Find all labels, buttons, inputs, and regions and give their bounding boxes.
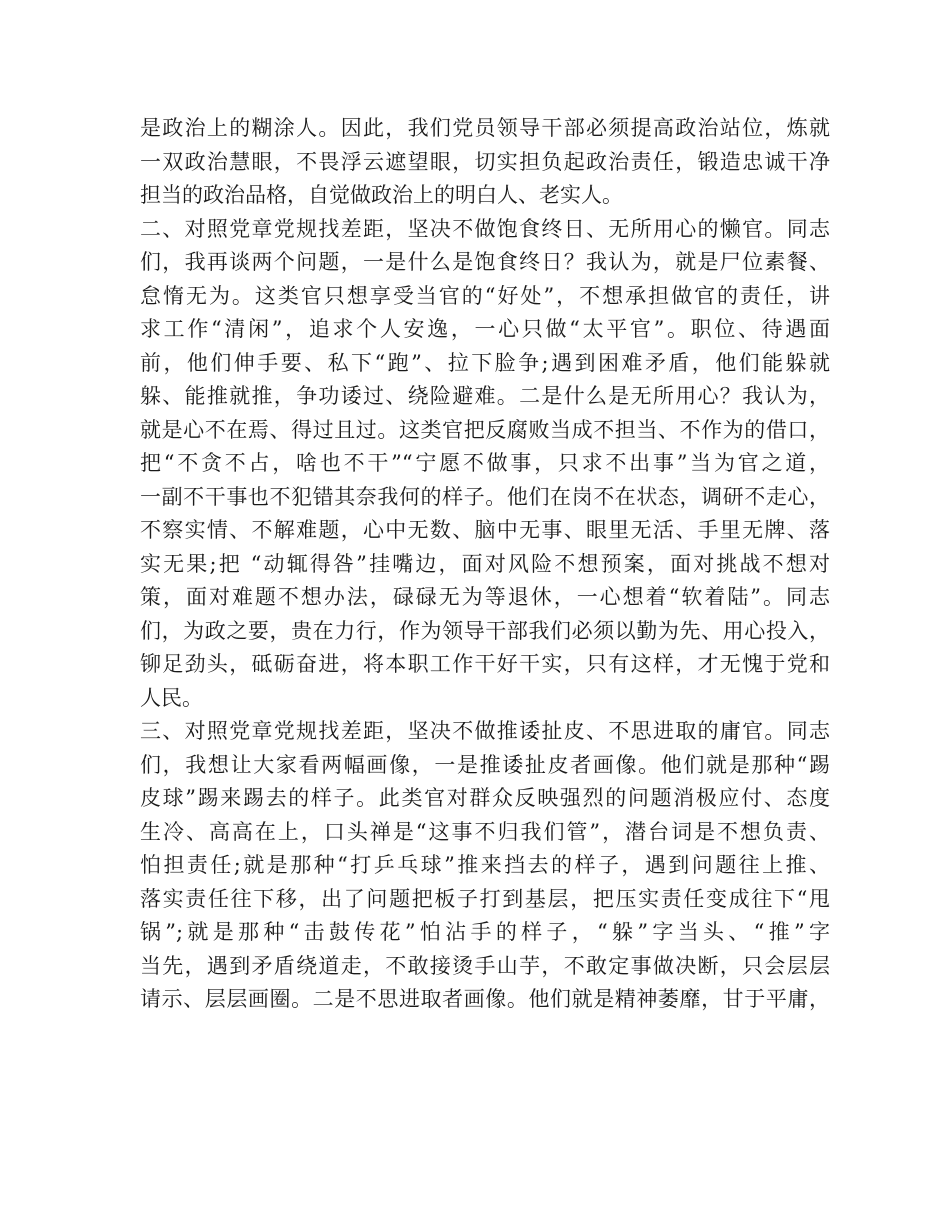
text-line: 人民。 [140, 685, 203, 710]
text-line: 生冷、高高在上，口头禅是“这事不归我们管”，潜台词是不想负责、 [140, 819, 830, 844]
section-heading-line: 三、对照党章党规找差距，坚决不做推诿扯皮、不思进取的庸官。同志 [140, 719, 830, 743]
text-line: 当先，遇到矛盾绕道走，不敢接烫手山芋，不敢定事做决断，只会层层 [140, 953, 830, 978]
text-line: 策，面对难题不想办法，碌碌无为等退休，一心想着“软着陆”。同志 [140, 585, 830, 609]
text-line: 一双政治慧眼，不畏浮云遮望眼，切实担负起政治责任，锻造忠诚干净 [140, 149, 830, 174]
text-line: 是政治上的糊涂人。因此，我们党员领导干部必须提高政治站位，炼就 [140, 116, 830, 140]
text-line: 怕担责任;就是那种“打乒乓球”推来挡去的样子，遇到问题往上推、 [140, 853, 830, 877]
text-line: 们，为政之要，贵在力行，作为领导干部我们必须以勤为先、用心投入， [140, 618, 830, 643]
text-line: 担当的政治品格，自觉做政治上的明白人、老实人。 [140, 183, 623, 207]
body-text [140, 112, 830, 1017]
text-line: 们，我想让大家看两幅画像，一是推诿扯皮者画像。他们就是那种“踢 [140, 752, 830, 777]
text-line: 就是心不在焉、得过且过。这类官把反腐败当成不担当、不作为的借口， [140, 417, 830, 442]
text-line: 请示、层层画圈。二是不思进取者画像。他们就是精神萎靡，甘于平庸， [140, 987, 830, 1011]
text-line: 不察实情、不解难题，心中无数、脑中无事、眼里无活、手里无牌、落 [140, 518, 830, 542]
text-line: 们，我再谈两个问题，一是什么是饱食终日？我认为，就是尸位素餐、 [140, 250, 830, 274]
text-line: 怠惰无为。这类官只想享受当官的“好处”，不想承担做官的责任，讲 [140, 283, 830, 308]
text-line: 铆足劲头，砥砺奋进，将本职工作干好干实，只有这样，才无愧于党和 [140, 652, 830, 676]
text-line: 实无果;把 “动辄得咎”挂嘴边，面对风险不想预案，面对挑战不想对 [140, 551, 830, 576]
text-line: 躲、能推就推，争功诿过、绕险避难。二是什么是无所用心？我认为， [140, 384, 830, 408]
text-line: 求工作“清闲”，追求个人安逸，一心只做“太平官”。职位、待遇面 [140, 317, 830, 341]
text-line: 把“不贪不占，啥也不干”“宁愿不做事，只求不出事”当为官之道， [140, 451, 830, 475]
text-line: 前，他们伸手要、私下“跑”、拉下脸争;遇到困难矛盾，他们能躲就 [140, 350, 830, 375]
text-line: 一副不干事也不犯错其奈我何的样子。他们在岗不在状态，调研不走心， [140, 484, 830, 509]
section-heading-line: 二、对照党章党规找差距，坚决不做饱食终日、无所用心的懒官。同志 [140, 216, 830, 241]
text-line: 落实责任往下移，出了问题把板子打到基层，把压实责任变成往下“甩 [140, 886, 830, 911]
text-line: 皮球”踢来踢去的样子。此类官对群众反映强烈的问题消极应付、态度 [140, 786, 830, 810]
text-line: 锅”;就是那种“击鼓传花”怕沾手的样子，“躲”字当头、“推”字 [140, 920, 830, 944]
